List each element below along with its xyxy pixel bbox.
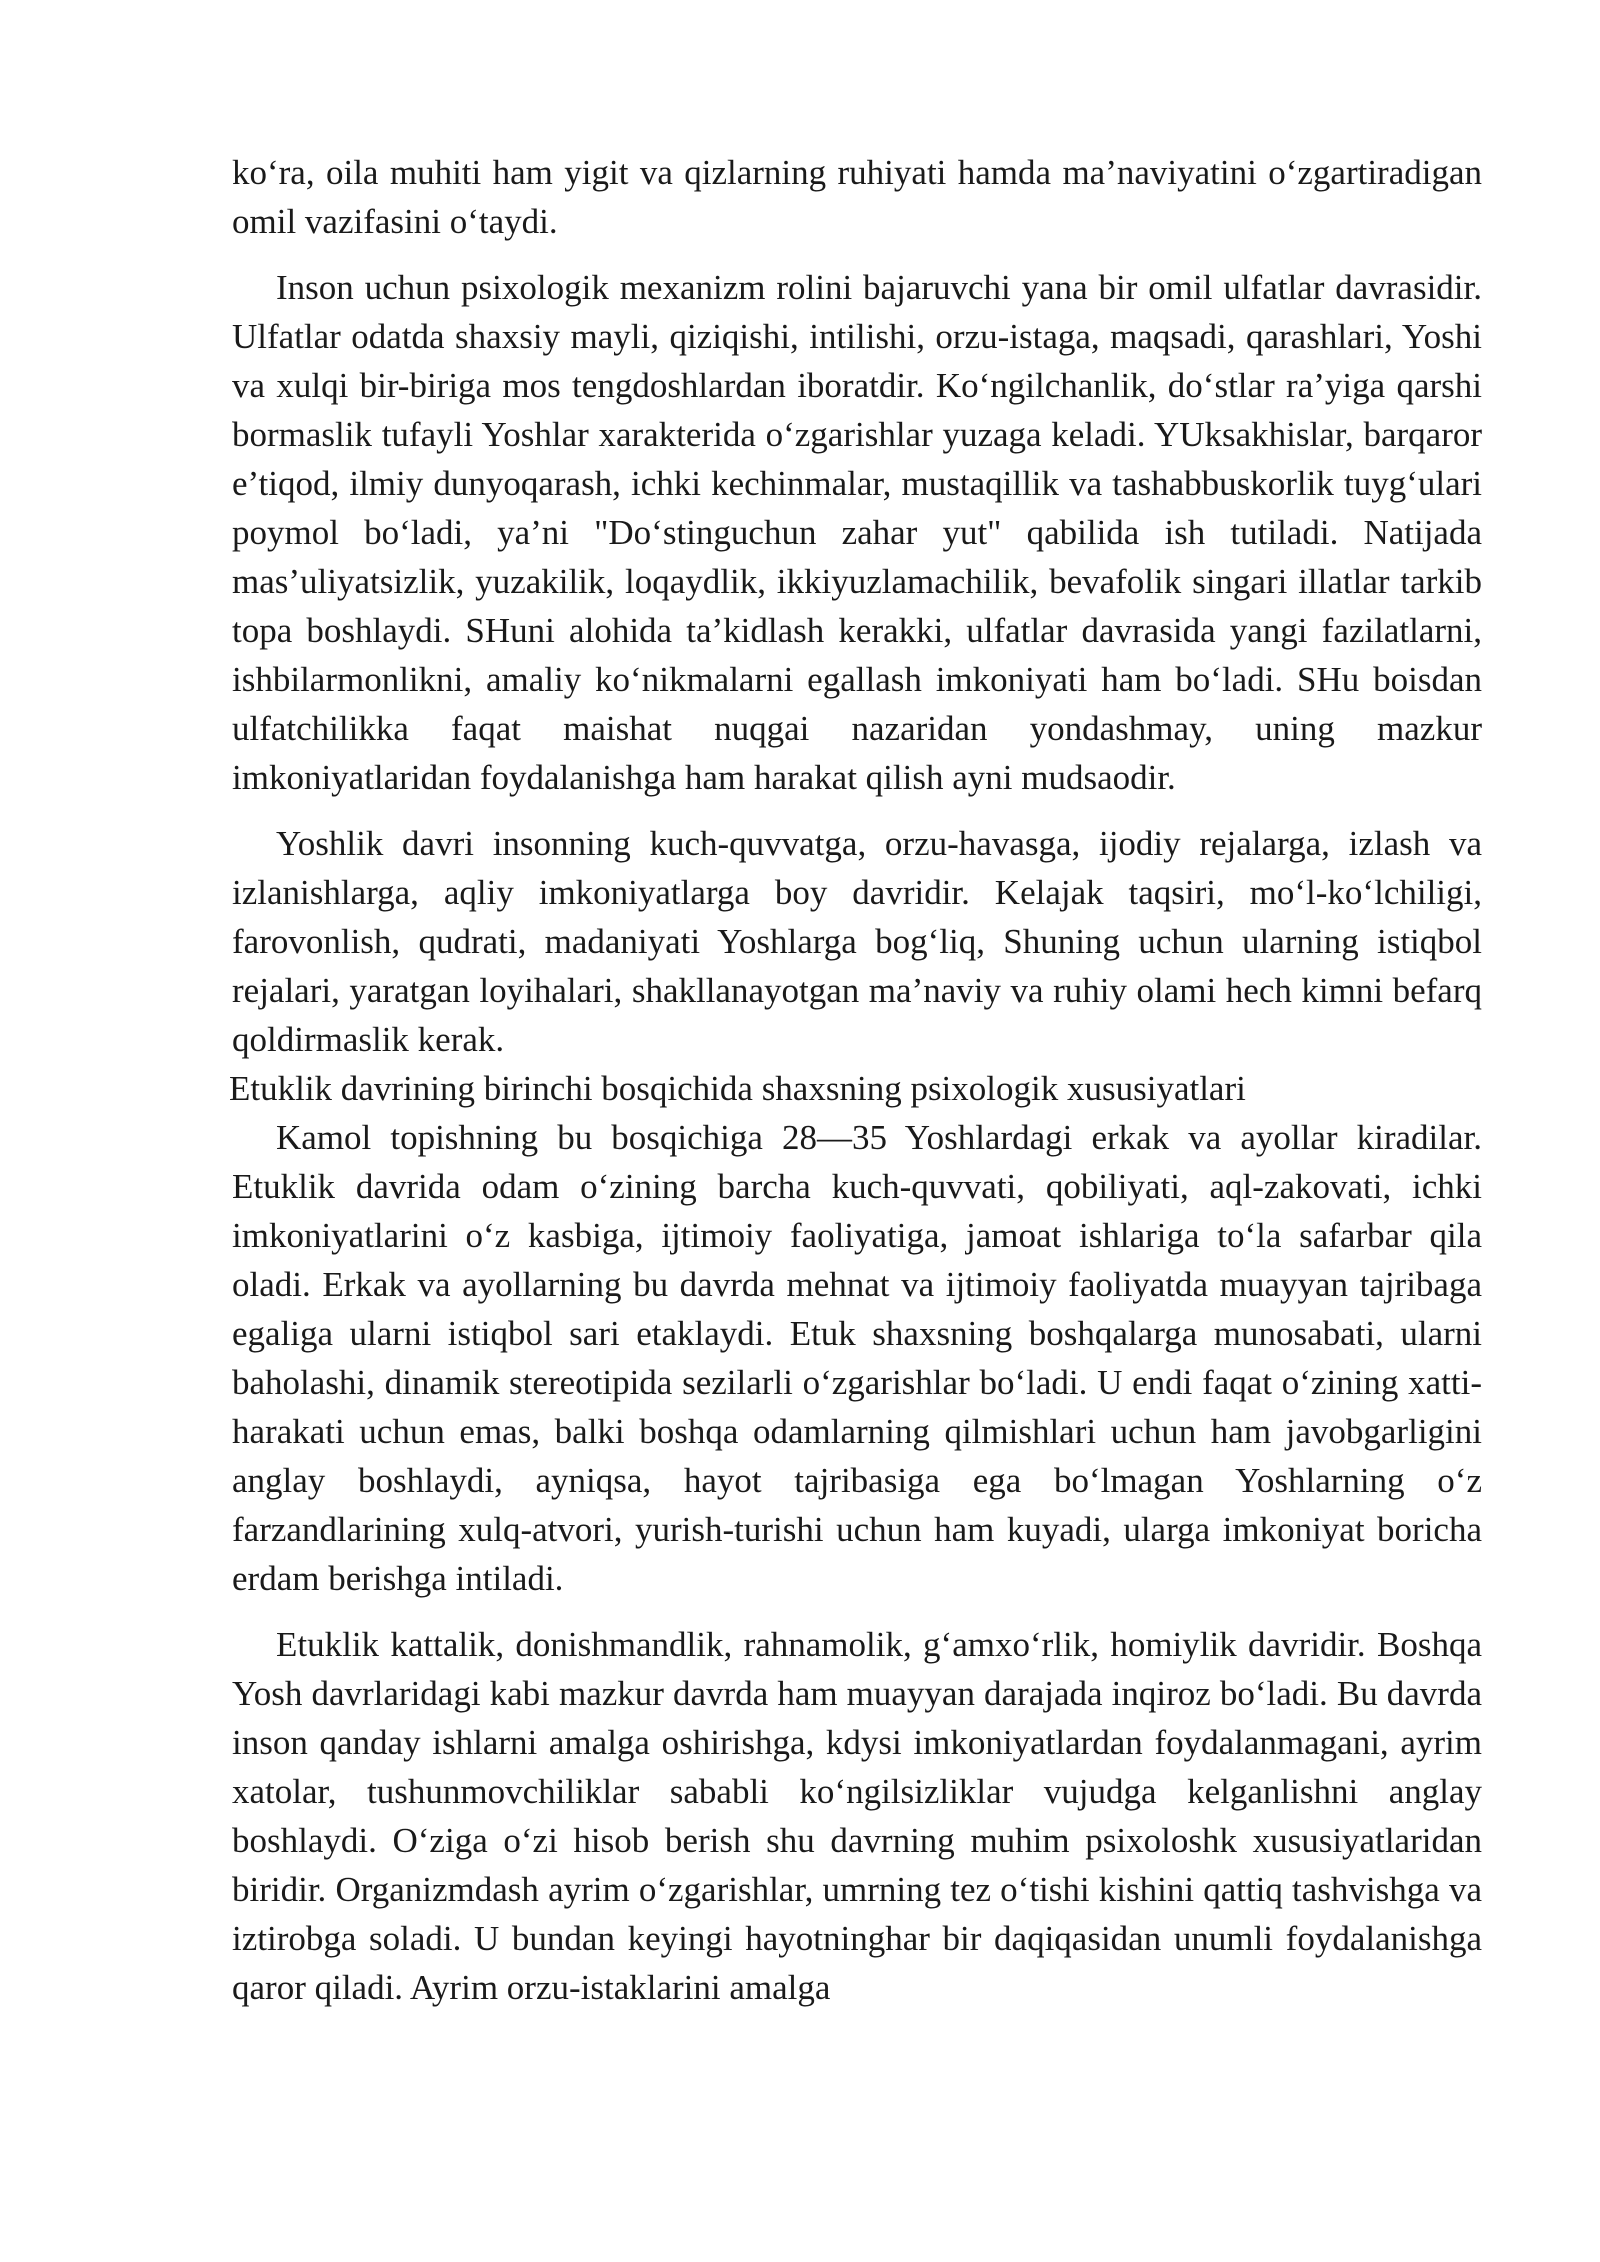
paragraph-maturity-stage: Kamol topishning bu bosqichiga 28—35 Yoshlardagi erkak va ayollar kiradilar. Etuklik davrida odam o‘zining barcha kuch-quvvati, qobiliyati, aql-zakovati, ichki imkoniyatlarini o‘z kasbiga, ijtimoiy faoliyatiga, jamoat ishlariga to‘la safarbar qila oladi. Erkak va ayollarning bu davrda mehnat va ijtimoiy faoliyatda muayyan tajribaga egaliga ularni istiqbol sari etaklaydi. Etuk shaxsning boshqalarga munosabati, ularni baholashi, dinamik stereotipida sezilarli o‘zgarishlar bo‘ladi. U endi faqat o‘zining xatti-harakati uchun emas, balki boshqa odamlarning qilmishlari uchun ham javobgarligini anglay boshlaydi, ayniqsa, hayot tajribasiga ega bo‘lmagan Yoshlarning o‘z farzandlarining xulq-atvori, yurish-turishi uchun ham kuyadi, ularga imkoniyat boricha erdam berishga intiladi. xyxy=(232,1118,1482,1598)
paragraph-maturity-crisis: Etuklik kattalik, donishmandlik, rahnamolik, g‘amxo‘rlik, homiylik davridir. Boshqa Yosh davrlaridagi kabi mazkur davrda ham muayyan darajada inqiroz bo‘ladi. Bu davrda inson qanday ishlarni amalga oshirishga, kdysi imkoniyatlardan foydalanmagani, ayrim xatolar, tushunmovchiliklar sababli ko‘ngilsizliklar vujudga kelganlishni anglay boshlaydi. O‘ziga o‘zi hisob berish shu davrning muhim psixoloshk xususiyatlaridan biridir. Organizmdash ayrim o‘zgarishlar, umrning tez o‘tishi kishini qattiq tashvishga va iztirobga soladi. U bundan keyingi hayotninghar bir daqiqasidan unumli foydalanishga qaror qiladi. Ayrim orzu-istaklarini amalga xyxy=(232,1625,1482,2007)
paragraph-peer-groups: Inson uchun psixologik mexanizm rolini bajaruvchi yana bir omil ulfatlar davrasidir. Ulfatlar odatda shaxsiy mayli, qiziqishi, intilishi, orzu-istaga, maqsadi, qarashlari, Yoshi va xulqi bir-biriga mos tengdoshlardan iboratdir. Ko‘ngilchanlik, do‘stlar ra’yiga qarshi bormaslik tufayli Yoshlar xarakterida o‘zgarishlar yuzaga keladi. YUksakhislar, barqaror e’tiqod, ilmiy dunyoqarash, ichki kechinmalar, mustaqillik va tashabbuskorlik tuyg‘ulari poymol bo‘ladi, ya’ni "Do‘stinguchun zahar yut" qabilida ish tutiladi. Natijada mas’uliyatsizlik, yuzakilik, loqaydlik, ikkiyuzlamachilik, bevafolik singari illatlar tarkib topa boshlaydi. SHuni alohida ta’kidlash kerakki, ulfatlar davrasida yangi fazilatlarni, ishbilarmonlikni, amaliy ko‘nikmalarni egallash imkoniyati ham bo‘ladi. SHu boisdan ulfatchilikka faqat maishat nuqgai nazaridan yondashmay, uning mazkur imkoniyatlaridan foydalanishga ham harakat qilish ayni mudsaodir. xyxy=(232,268,1482,797)
section-heading: Etuklik davrining birinchi bosqichida shaxsning psixologik xususiyatlari xyxy=(229,1069,1246,1108)
paragraph-youth-period: Yoshlik davri insonning kuch-quvvatga, orzu-havasga, ijodiy rejalarga, izlash va izlanishlarga, aqliy imkoniyatlarga boy davridir. Kelajak taqsiri, mo‘l-ko‘lchiligi, farovonlish, qudrati, madaniyati Yoshlarga bog‘liq, Shuning uchun ularning istiqbol rejalari, yaratgan loyihalari, shakllanayotgan ma’naviy va ruhiy olami hech kimni befarq qoldirmaslik kerak. xyxy=(232,824,1482,1059)
paragraph-continuation: ko‘ra, oila muhiti ham yigit va qizlarning ruhiyati hamda ma’naviyatini o‘zgartiradigan omil vazifasini o‘taydi. xyxy=(232,153,1482,241)
document-body xyxy=(229,148,1482,2029)
